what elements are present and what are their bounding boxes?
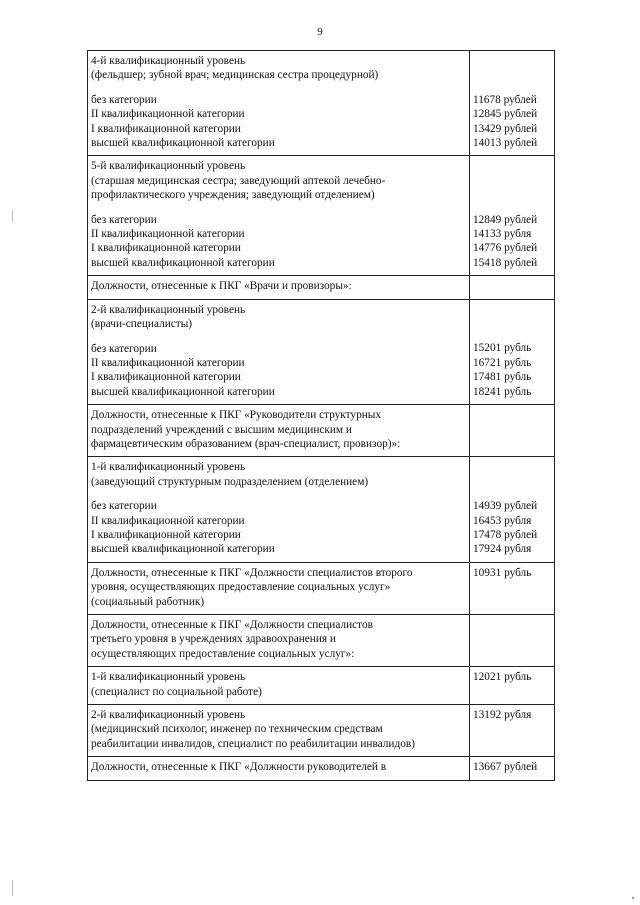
salary-table-body bbox=[88, 51, 555, 781]
table-row bbox=[88, 457, 555, 562]
position-cell bbox=[88, 562, 470, 614]
position-header-line: 4-й квалификационный уровень bbox=[91, 55, 246, 67]
salary-cell bbox=[470, 276, 555, 299]
salary-cell bbox=[470, 757, 555, 780]
position-cell bbox=[88, 757, 470, 780]
margin-mark bbox=[12, 880, 13, 896]
position-header-line: 1-й квалификационный уровень bbox=[91, 461, 246, 474]
position-header-line: осуществляющих предоставление социальных услуг»: bbox=[91, 647, 355, 660]
position-cell bbox=[88, 667, 470, 705]
salary-value: 14013 рублей bbox=[473, 137, 538, 150]
category-label: высшей квалификационной категории bbox=[91, 137, 275, 150]
salary-value: 13192 рубля bbox=[473, 709, 532, 722]
salary-value: 11678 рублей bbox=[473, 93, 537, 106]
position-header-line: Должности, отнесенные к ПКГ «Должности специалистов второго bbox=[91, 566, 413, 579]
position-cell bbox=[88, 405, 470, 457]
salary-value: 13667 рублей bbox=[473, 761, 538, 774]
position-header-line: подразделений учреждений с высшим медицинским и bbox=[91, 423, 352, 436]
salary-value: 12849 рублей bbox=[473, 213, 538, 226]
position-header-line: (старшая медицинская сестра; заведующий аптекой лечебно- bbox=[91, 174, 386, 187]
position-header-line: реабилитации инвалидов, специалист по реабилитации инвалидов) bbox=[91, 737, 415, 750]
position-header-line: Должности, отнесенные к ПКГ «Должности руководителей в bbox=[91, 761, 387, 774]
table-row bbox=[88, 156, 555, 276]
salary-value: 15201 рубль bbox=[473, 342, 532, 355]
position-header-line: (специалист по социальной работе) bbox=[91, 685, 262, 698]
category-label: II квалификационной категории bbox=[91, 228, 245, 241]
position-header-line: 2-й квалификационный уровень bbox=[91, 709, 246, 722]
page-number: 9 bbox=[317, 26, 323, 38]
position-header-line: 1-й квалификационный уровень bbox=[91, 671, 246, 684]
value-offset bbox=[473, 159, 551, 212]
salary-value: 10931 рубль bbox=[473, 566, 532, 579]
value-offset bbox=[473, 460, 551, 499]
position-cell bbox=[88, 299, 470, 404]
category-label: без категории bbox=[91, 342, 157, 355]
spacer bbox=[91, 203, 466, 213]
position-header-line: фармацевтическим образованием (врач-специалист, провизор)»: bbox=[91, 437, 401, 450]
position-header-line: (заведующий структурным подразделением (отделением) bbox=[91, 475, 369, 488]
category-label: высшей квалификационной категории bbox=[91, 543, 275, 556]
salary-value: 17478 рублей bbox=[473, 528, 538, 541]
position-header-line: 2-й квалификационный уровень bbox=[91, 303, 246, 316]
table-row bbox=[88, 705, 555, 757]
salary-cell bbox=[470, 405, 555, 457]
position-header-line: (фельдшер; зубной врач; медицинская сестра процедурной) bbox=[91, 69, 379, 82]
position-header-line: уровня, осуществляющих предоставление социальных услуг» bbox=[91, 581, 391, 594]
category-label: I квалификационной категории bbox=[91, 371, 241, 384]
category-label: I квалификационной категории bbox=[91, 242, 241, 255]
spacer bbox=[91, 332, 466, 342]
category-label: высшей квалификационной категории bbox=[91, 256, 275, 269]
value-offset bbox=[473, 54, 551, 93]
position-cell bbox=[88, 615, 470, 667]
position-cell bbox=[88, 51, 470, 156]
table-row bbox=[88, 299, 555, 404]
salary-value: 16453 рубля bbox=[473, 514, 532, 527]
salary-value: 17481 рубль bbox=[473, 371, 532, 384]
salary-value: 12021 рубль bbox=[473, 671, 532, 684]
salary-cell bbox=[470, 615, 555, 667]
position-cell bbox=[88, 457, 470, 562]
salary-value: 15418 рублей bbox=[473, 256, 538, 269]
spacer bbox=[91, 83, 466, 93]
salary-value: 14776 рублей bbox=[473, 242, 538, 255]
salary-value: 14133 рубля bbox=[473, 228, 532, 241]
salary-cell bbox=[470, 156, 555, 276]
category-label: высшей квалификационной категории bbox=[91, 385, 275, 398]
position-header-line: 5-й квалификационный уровень bbox=[91, 160, 246, 173]
position-header-line: Должности, отнесенные к ПКГ «Руководители структурных bbox=[91, 409, 382, 422]
category-label: без категории bbox=[91, 93, 157, 106]
category-label: II квалификационной категории bbox=[91, 356, 245, 369]
position-cell bbox=[88, 705, 470, 757]
salary-cell bbox=[470, 562, 555, 614]
salary-value: 13429 рублей bbox=[473, 122, 538, 135]
category-label: без категории bbox=[91, 213, 157, 226]
table-row bbox=[88, 667, 555, 705]
salary-cell bbox=[470, 457, 555, 562]
table-row bbox=[88, 276, 555, 299]
category-label: II квалификационной категории bbox=[91, 108, 245, 121]
salary-cell bbox=[470, 705, 555, 757]
salary-cell bbox=[470, 51, 555, 156]
position-header-line: третьего уровня в учреждениях здравоохранения и bbox=[91, 633, 336, 646]
category-label: I квалификационной категории bbox=[91, 528, 241, 541]
position-header-line: Должности, отнесенные к ПКГ «Врачи и провизоры»: bbox=[91, 280, 352, 293]
salary-cell bbox=[470, 667, 555, 705]
value-offset bbox=[473, 303, 551, 342]
salary-value: 14939 рублей bbox=[473, 500, 538, 513]
margin-mark bbox=[12, 210, 13, 222]
scan-artifact bbox=[632, 897, 634, 899]
position-cell bbox=[88, 156, 470, 276]
salary-value: 16721 рубль bbox=[473, 356, 532, 369]
salary-value: 12845 рублей bbox=[473, 108, 538, 121]
table-row bbox=[88, 562, 555, 614]
position-header-line: (социальный работник) bbox=[91, 595, 205, 608]
category-label: без категории bbox=[91, 500, 157, 513]
position-header-line: Должности, отнесенные к ПКГ «Должности специалистов bbox=[91, 619, 373, 631]
table-row bbox=[88, 757, 555, 780]
position-cell bbox=[88, 276, 470, 299]
category-label: II квалификационной категории bbox=[91, 514, 245, 527]
salary-value: 18241 рубль bbox=[473, 385, 532, 398]
spacer bbox=[91, 489, 466, 499]
salary-table bbox=[87, 50, 555, 781]
position-header-line: (врачи-специалисты) bbox=[91, 318, 193, 331]
category-label: I квалификационной категории bbox=[91, 122, 241, 135]
position-header-line: профилактического учреждения; заведующий отделением) bbox=[91, 189, 375, 202]
table-row bbox=[88, 405, 555, 457]
position-header-line: (медицинский психолог, инженер по техническим средствам bbox=[91, 723, 383, 736]
salary-value: 17924 рубля bbox=[473, 543, 532, 556]
table-row bbox=[88, 51, 555, 156]
table-row bbox=[88, 615, 555, 667]
salary-cell bbox=[470, 299, 555, 404]
